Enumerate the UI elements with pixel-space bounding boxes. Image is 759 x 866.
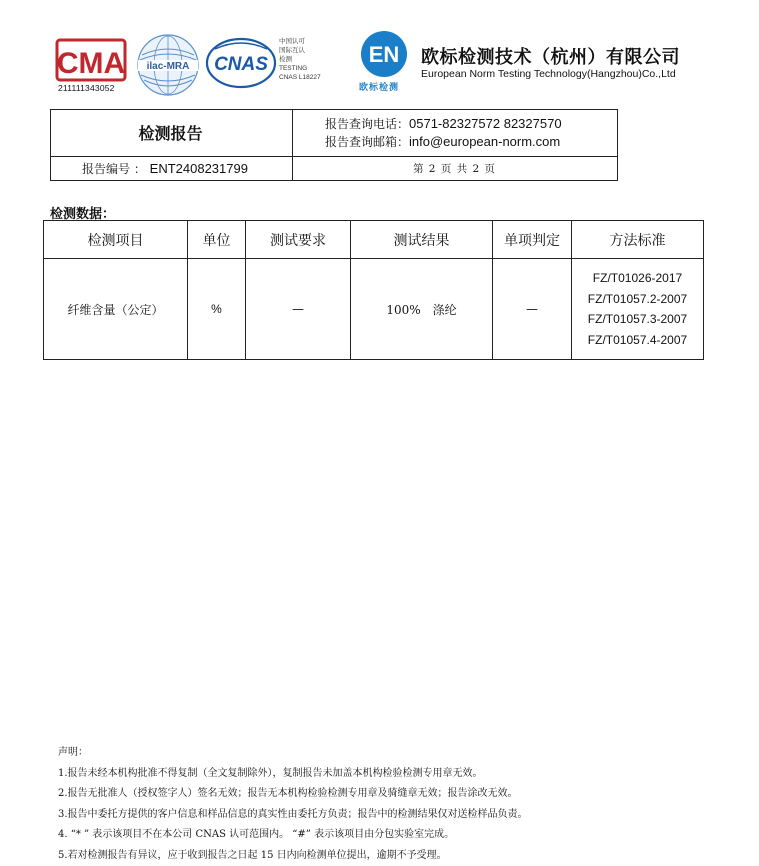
statement-line: 5.若对检测报告有异议，应于收到报告之日起 15 日内向检测单位提出，逾期不予受理。 <box>58 846 528 866</box>
company-name-cn: 欧标检测技术（杭州）有限公司 <box>421 43 680 69</box>
result-cell: 100% 涤纶 <box>351 259 493 360</box>
cnas-line: TESTING <box>279 64 321 73</box>
page-info: 第 2 页 共 2 页 <box>291 155 618 181</box>
method-standard-cell <box>572 259 704 360</box>
requirement-cell: — <box>246 259 351 360</box>
report-number-value: ENT2408231799 <box>150 161 248 176</box>
method-standard: FZ/T01057.3-2007 <box>572 309 703 330</box>
email-label: 报告查询邮箱： <box>325 135 409 149</box>
cnas-line: 中国认可 <box>279 37 321 46</box>
company-logo-text: EN <box>369 42 400 67</box>
unit-cell: % <box>188 259 246 360</box>
cma-logo-text: CMA <box>57 47 125 80</box>
report-title: 检测报告 <box>50 109 291 155</box>
data-section-heading: 检测数据： <box>50 203 115 222</box>
ilac-mra-logo <box>136 33 200 97</box>
column-header: 方法标准 <box>572 221 704 259</box>
statement-line: 3.报告中委托方提供的客户信息和样品信息的真实性由委托方负责；报告中的检测结果仅对送检样品负责。 <box>58 805 528 826</box>
statement-title: 声明： <box>58 743 528 764</box>
phone-label: 报告查询电话： <box>325 117 409 131</box>
cnas-line: 检测 <box>279 55 321 64</box>
test-data-table <box>43 220 704 360</box>
table-row <box>44 259 704 360</box>
report-contact <box>325 115 562 151</box>
test-item-cell: 纤维含量（公定） <box>44 259 188 360</box>
cma-number: 211111343052 <box>58 83 115 93</box>
email-value: info@european-norm.com <box>409 134 560 149</box>
company-logo <box>360 30 408 78</box>
statement-section <box>58 743 528 866</box>
report-number-label: 报告编号 ： <box>82 162 146 176</box>
cnas-accreditation-text <box>279 37 321 82</box>
ilac-logo-text: ilac-MRA <box>147 61 190 72</box>
report-number <box>82 160 248 177</box>
column-header: 测试要求 <box>246 221 351 259</box>
cnas-logo <box>205 35 277 91</box>
phone-value: 0571-82327572 82327570 <box>409 116 562 131</box>
column-header: 单位 <box>188 221 246 259</box>
column-header: 单项判定 <box>493 221 572 259</box>
company-logo-subtitle: 欧标检测 <box>359 80 399 93</box>
cnas-line: 国际互认 <box>279 46 321 55</box>
statement-line: 2.报告无批准人（授权签字人）签名无效；报告无本机构检验检测专用章及骑缝章无效；报告涂改无效。 <box>58 784 528 805</box>
method-standard: FZ/T01057.4-2007 <box>572 330 703 351</box>
column-header: 测试结果 <box>351 221 493 259</box>
judgement-cell: — <box>493 259 572 360</box>
cnas-line: CNAS L18227 <box>279 73 321 82</box>
company-name-en: European Norm Testing Technology(Hangzhou)Co.,Ltd <box>421 68 676 80</box>
table-header-row <box>44 221 704 259</box>
column-header: 检测项目 <box>44 221 188 259</box>
statement-line: 1.报告未经本机构批准不得复制（全文复制除外），复制报告未加盖本机构检验检测专用章无效。 <box>58 764 528 785</box>
statement-line: 4. “* ” 表示该项目不在本公司 CNAS 认可范围内。 “#” 表示该项目由分包实验室完成。 <box>58 825 528 846</box>
method-standard: FZ/T01057.2-2007 <box>572 289 703 310</box>
cnas-logo-text: CNAS <box>214 54 268 75</box>
method-standard: FZ/T01026-2017 <box>572 268 703 289</box>
